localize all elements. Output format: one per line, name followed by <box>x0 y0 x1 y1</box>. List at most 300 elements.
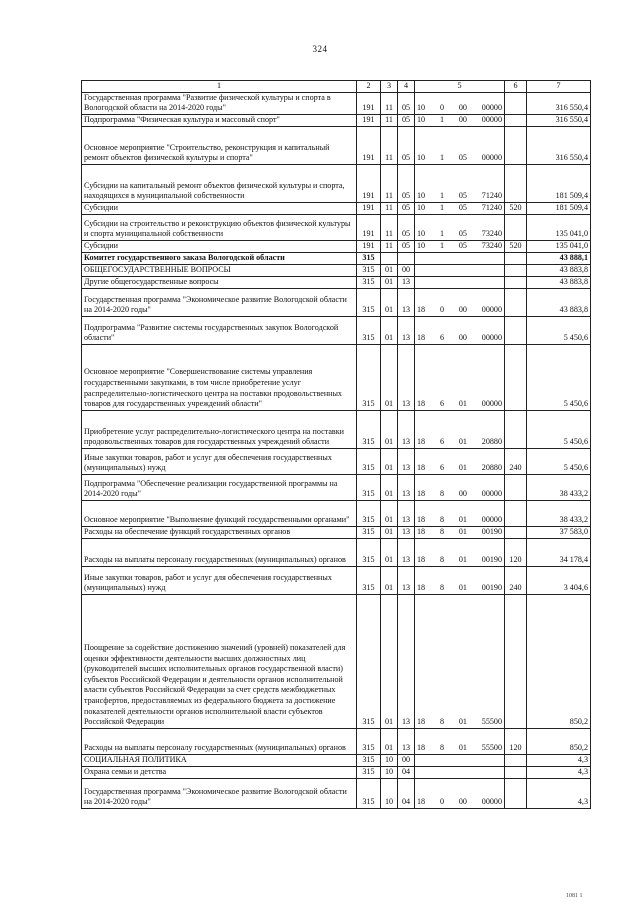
target-article-code <box>415 766 505 778</box>
subsection-code: 13 <box>398 316 415 344</box>
target-article-part: 18 <box>417 305 426 315</box>
target-article-parts <box>417 191 502 202</box>
target-article-code <box>415 594 505 728</box>
subsection-code: 13 <box>398 288 415 316</box>
target-article-parts <box>417 555 502 566</box>
target-article-part: 00000 <box>481 103 502 113</box>
target-article-part: 00000 <box>481 333 502 343</box>
expense-type-code <box>505 164 527 202</box>
target-article-part: 71240 <box>481 191 502 201</box>
table-row <box>82 410 591 448</box>
target-article-part: 00000 <box>481 399 502 409</box>
section-code: 10 <box>381 754 398 766</box>
target-article-part: 71240 <box>481 203 502 213</box>
column-header: 3 <box>381 81 398 93</box>
amount: 5 450,6 <box>527 344 591 410</box>
row-name: Подпрограмма "Обеспечение реализации государственной программы на 2014-2020 годы" <box>82 474 357 500</box>
row-name: Субсидии <box>82 240 357 252</box>
target-article-code <box>415 288 505 316</box>
expense-type-code <box>505 474 527 500</box>
subsection-code: 13 <box>398 566 415 594</box>
section-code: 11 <box>381 114 398 126</box>
row-name: Государственная программа "Экономическое развитие Вологодской области на 2014-2020 годы" <box>82 288 357 316</box>
target-article-part: 00 <box>458 797 467 807</box>
subsection-code: 13 <box>398 728 415 754</box>
expense-type-code <box>505 526 527 538</box>
ministry-code: 191 <box>357 164 381 202</box>
amount: 34 178,4 <box>527 538 591 566</box>
ministry-code: 315 <box>357 566 381 594</box>
target-article-code <box>415 448 505 474</box>
subsection-code <box>398 252 415 264</box>
target-article-part: 01 <box>458 399 467 409</box>
target-article-part: 00190 <box>481 555 502 565</box>
target-article-code <box>415 264 505 276</box>
section-code: 10 <box>381 766 398 778</box>
subsection-code: 13 <box>398 474 415 500</box>
target-article-part: 18 <box>417 489 426 499</box>
page-number: 324 <box>312 44 328 54</box>
row-name: Субсидии на капитальный ремонт объектов физической культуры и спорта, находящихся в муниципальной собственности <box>82 164 357 202</box>
expense-type-code <box>505 766 527 778</box>
expense-type-code <box>505 126 527 164</box>
target-article-code <box>415 252 505 264</box>
target-article-code <box>415 566 505 594</box>
expense-type-code <box>505 114 527 126</box>
target-article-part: 00000 <box>481 305 502 315</box>
target-article-part: 00000 <box>481 489 502 499</box>
section-code: 01 <box>381 410 398 448</box>
section-code: 11 <box>381 214 398 240</box>
table-row <box>82 538 591 566</box>
target-article-part: 01 <box>458 555 467 565</box>
row-name: Основное мероприятие "Совершенствование системы управления государственными закупками, в том числе приобретение услуг распределительно-логистического центра на поставки продовольственных товаров для государственных учреждений области" <box>82 344 357 410</box>
row-name: Государственная программа "Экономическое развитие Вологодской области на 2014-2020 годы" <box>82 778 357 808</box>
ministry-code: 315 <box>357 252 381 264</box>
target-article-code <box>415 114 505 126</box>
amount: 316 550,4 <box>527 126 591 164</box>
section-code: 01 <box>381 448 398 474</box>
ministry-code: 315 <box>357 288 381 316</box>
section-code: 01 <box>381 474 398 500</box>
table-row <box>82 252 591 264</box>
section-code: 11 <box>381 92 398 114</box>
target-article-code <box>415 214 505 240</box>
target-article-part: 00190 <box>481 527 502 537</box>
section-code <box>381 252 398 264</box>
amount: 43 888,1 <box>527 252 591 264</box>
target-article-code <box>415 92 505 114</box>
row-name: Субсидии <box>82 202 357 214</box>
section-code: 11 <box>381 240 398 252</box>
section-code: 01 <box>381 566 398 594</box>
expense-type-code: 240 <box>505 566 527 594</box>
target-article-part: 01 <box>458 583 467 593</box>
ministry-code: 191 <box>357 240 381 252</box>
target-article-part: 0 <box>439 305 444 315</box>
section-code: 11 <box>381 164 398 202</box>
target-article-parts <box>417 333 502 344</box>
target-article-part: 6 <box>439 399 444 409</box>
target-article-parts <box>417 305 502 316</box>
amount: 850,2 <box>527 728 591 754</box>
expense-type-code <box>505 264 527 276</box>
target-article-part: 0 <box>439 103 444 113</box>
target-article-code <box>415 500 505 526</box>
table-row <box>82 778 591 808</box>
target-article-part: 1 <box>439 115 444 125</box>
target-article-part: 18 <box>417 515 426 525</box>
amount: 316 550,4 <box>527 114 591 126</box>
table-row <box>82 728 591 754</box>
amount: 3 404,6 <box>527 566 591 594</box>
table-row <box>82 264 591 276</box>
target-article-code <box>415 344 505 410</box>
target-article-parts <box>417 153 502 164</box>
amount: 316 550,4 <box>527 92 591 114</box>
expense-type-code: 520 <box>505 240 527 252</box>
target-article-part: 05 <box>458 153 467 163</box>
target-article-part: 00 <box>458 103 467 113</box>
section-code: 10 <box>381 778 398 808</box>
table-header-row <box>82 81 591 93</box>
column-header: 4 <box>398 81 415 93</box>
table-row <box>82 526 591 538</box>
subsection-code: 13 <box>398 500 415 526</box>
column-header: 7 <box>527 81 591 93</box>
target-article-part: 10 <box>417 241 426 251</box>
ministry-code: 315 <box>357 316 381 344</box>
ministry-code: 315 <box>357 474 381 500</box>
subsection-code: 05 <box>398 164 415 202</box>
target-article-part: 1 <box>439 241 444 251</box>
table-row <box>82 316 591 344</box>
target-article-part: 01 <box>458 463 467 473</box>
table-row <box>82 214 591 240</box>
column-header: 5 <box>415 81 505 93</box>
target-article-part: 10 <box>417 115 426 125</box>
amount: 135 041,0 <box>527 240 591 252</box>
table-row <box>82 754 591 766</box>
target-article-code <box>415 410 505 448</box>
target-article-code <box>415 778 505 808</box>
row-name: ОБЩЕГОСУДАРСТВЕННЫЕ ВОПРОСЫ <box>82 264 357 276</box>
table-row <box>82 766 591 778</box>
subsection-code: 05 <box>398 92 415 114</box>
target-article-part: 18 <box>417 555 426 565</box>
target-article-part: 01 <box>458 717 467 727</box>
row-name: Охрана семьи и детства <box>82 766 357 778</box>
row-name: Расходы на выплаты персоналу государственных (муниципальных) органов <box>82 538 357 566</box>
target-article-part: 10 <box>417 153 426 163</box>
amount: 4,3 <box>527 754 591 766</box>
target-article-part: 18 <box>417 743 426 753</box>
row-name: СОЦИАЛЬНАЯ ПОЛИТИКА <box>82 754 357 766</box>
amount: 4,3 <box>527 778 591 808</box>
expense-type-code: 240 <box>505 448 527 474</box>
table-row <box>82 114 591 126</box>
subsection-code: 13 <box>398 538 415 566</box>
amount: 181 509,4 <box>527 202 591 214</box>
row-name: Субсидии на строительство и реконструкцию объектов физической культуры и спорта муниципальной собственности <box>82 214 357 240</box>
section-code: 11 <box>381 202 398 214</box>
target-article-code <box>415 240 505 252</box>
target-article-code <box>415 276 505 288</box>
subsection-code: 13 <box>398 344 415 410</box>
section-code: 01 <box>381 594 398 728</box>
target-article-part: 10 <box>417 103 426 113</box>
target-article-parts <box>417 463 502 474</box>
target-article-code <box>415 526 505 538</box>
section-code: 01 <box>381 728 398 754</box>
expense-type-code: 520 <box>505 202 527 214</box>
table-row <box>82 164 591 202</box>
target-article-parts <box>417 115 502 126</box>
target-article-part: 00 <box>458 489 467 499</box>
target-article-parts <box>417 241 502 252</box>
target-article-parts <box>417 489 502 500</box>
ministry-code: 315 <box>357 778 381 808</box>
amount: 5 450,6 <box>527 316 591 344</box>
target-article-part: 8 <box>439 527 444 537</box>
target-article-part: 6 <box>439 463 444 473</box>
table-row <box>82 500 591 526</box>
section-code: 01 <box>381 500 398 526</box>
row-name: Расходы на обеспечение функций государственных органов <box>82 526 357 538</box>
target-article-part: 20880 <box>481 437 502 447</box>
target-article-parts <box>417 583 502 594</box>
target-article-parts <box>417 717 502 728</box>
subsection-code: 04 <box>398 766 415 778</box>
ministry-code: 315 <box>357 500 381 526</box>
column-header: 2 <box>357 81 381 93</box>
target-article-parts <box>417 797 502 808</box>
amount: 38 433,2 <box>527 500 591 526</box>
table-row <box>82 474 591 500</box>
expense-type-code <box>505 252 527 264</box>
target-article-part: 05 <box>458 229 467 239</box>
amount: 135 041,0 <box>527 214 591 240</box>
table-row <box>82 92 591 114</box>
target-article-parts <box>417 527 502 538</box>
expense-type-code <box>505 754 527 766</box>
row-name: Иные закупки товаров, работ и услуг для обеспечения государственных (муниципальных) нужд <box>82 566 357 594</box>
section-code: 01 <box>381 264 398 276</box>
target-article-part: 18 <box>417 527 426 537</box>
subsection-code: 13 <box>398 526 415 538</box>
target-article-part: 10 <box>417 191 426 201</box>
table-row <box>82 566 591 594</box>
target-article-part: 01 <box>458 515 467 525</box>
amount: 5 450,6 <box>527 410 591 448</box>
ministry-code: 315 <box>357 594 381 728</box>
row-name: Иные закупки товаров, работ и услуг для обеспечения государственных (муниципальных) нужд <box>82 448 357 474</box>
amount: 5 450,6 <box>527 448 591 474</box>
target-article-part: 01 <box>458 437 467 447</box>
target-article-part: 10 <box>417 203 426 213</box>
expense-type-code <box>505 214 527 240</box>
subsection-code: 00 <box>398 264 415 276</box>
target-article-parts <box>417 103 502 114</box>
ministry-code: 191 <box>357 202 381 214</box>
table-row <box>82 288 591 316</box>
target-article-code <box>415 316 505 344</box>
target-article-parts <box>417 229 502 240</box>
section-code: 01 <box>381 538 398 566</box>
row-name: Другие общегосударственные вопросы <box>82 276 357 288</box>
subsection-code: 05 <box>398 202 415 214</box>
target-article-part: 00000 <box>481 115 502 125</box>
expense-type-code <box>505 288 527 316</box>
target-article-part: 01 <box>458 743 467 753</box>
target-article-part: 8 <box>439 743 444 753</box>
table-row <box>82 594 591 728</box>
expense-type-code <box>505 410 527 448</box>
target-article-part: 8 <box>439 489 444 499</box>
target-article-part: 00000 <box>481 153 502 163</box>
section-code: 11 <box>381 126 398 164</box>
target-article-code <box>415 126 505 164</box>
ministry-code: 315 <box>357 344 381 410</box>
target-article-part: 55500 <box>481 717 502 727</box>
subsection-code: 05 <box>398 240 415 252</box>
section-code: 01 <box>381 316 398 344</box>
row-name: Расходы на выплаты персоналу государственных (муниципальных) органов <box>82 728 357 754</box>
subsection-code: 13 <box>398 276 415 288</box>
target-article-part: 1 <box>439 153 444 163</box>
subsection-code: 13 <box>398 410 415 448</box>
expense-type-code <box>505 92 527 114</box>
amount: 4,3 <box>527 766 591 778</box>
target-article-part: 10 <box>417 229 426 239</box>
target-article-part: 18 <box>417 463 426 473</box>
target-article-part: 00 <box>458 305 467 315</box>
ministry-code: 315 <box>357 276 381 288</box>
target-article-part: 18 <box>417 333 426 343</box>
subsection-code: 05 <box>398 214 415 240</box>
target-article-code <box>415 164 505 202</box>
ministry-code: 315 <box>357 538 381 566</box>
target-article-part: 01 <box>458 527 467 537</box>
target-article-code <box>415 538 505 566</box>
target-article-part: 1 <box>439 191 444 201</box>
subsection-code: 04 <box>398 778 415 808</box>
row-name: Подпрограмма "Развитие системы государственных закупок Вологодской области" <box>82 316 357 344</box>
target-article-parts <box>417 203 502 214</box>
subsection-code: 13 <box>398 448 415 474</box>
expense-type-code <box>505 500 527 526</box>
budget-table <box>81 80 591 809</box>
ministry-code: 315 <box>357 754 381 766</box>
table-row <box>82 126 591 164</box>
subsection-code: 05 <box>398 126 415 164</box>
target-article-part: 18 <box>417 437 426 447</box>
target-article-part: 00 <box>458 333 467 343</box>
amount: 37 583,0 <box>527 526 591 538</box>
amount: 850,2 <box>527 594 591 728</box>
ministry-code: 315 <box>357 728 381 754</box>
row-name: Поощрение за содействие достижению значений (уровней) показателей для оценки эффективности деятельности высших должностных лиц (руководителей высших исполнительных органов государственной власти) субъектов Российской Федерации и деятельности органов исполнительной власти субъектов Российской Федерации за счет средств межбюджетных трансфертов, предоставляемых из федерального бюджета за достижение показателей деятельности органов исполнительной власти субъектов Российской Федерации <box>82 594 357 728</box>
target-article-code <box>415 728 505 754</box>
amount: 43 883,8 <box>527 288 591 316</box>
target-article-part: 00190 <box>481 583 502 593</box>
ministry-code: 191 <box>357 114 381 126</box>
column-header: 1 <box>82 81 357 93</box>
ministry-code: 315 <box>357 766 381 778</box>
expense-type-code <box>505 594 527 728</box>
target-article-parts <box>417 437 502 448</box>
target-article-part: 00000 <box>481 797 502 807</box>
table-row <box>82 276 591 288</box>
ministry-code: 191 <box>357 92 381 114</box>
target-article-part: 8 <box>439 515 444 525</box>
section-code: 01 <box>381 526 398 538</box>
amount: 181 509,4 <box>527 164 591 202</box>
target-article-code <box>415 754 505 766</box>
section-code: 01 <box>381 288 398 316</box>
target-article-part: 73240 <box>481 241 502 251</box>
expense-type-code: 120 <box>505 728 527 754</box>
target-article-part: 1 <box>439 203 444 213</box>
subsection-code: 13 <box>398 594 415 728</box>
table-row <box>82 344 591 410</box>
target-article-part: 0 <box>439 797 444 807</box>
expense-type-code <box>505 778 527 808</box>
table-row <box>82 448 591 474</box>
target-article-parts <box>417 399 502 410</box>
row-name: Государственная программа "Развитие физической культуры и спорта в Вологодской области на 2014-2020 годы" <box>82 92 357 114</box>
target-article-part: 05 <box>458 203 467 213</box>
target-article-part: 8 <box>439 717 444 727</box>
ministry-code: 315 <box>357 448 381 474</box>
column-header: 6 <box>505 81 527 93</box>
row-name: Комитет государственного заказа Вологодской области <box>82 252 357 264</box>
target-article-part: 18 <box>417 717 426 727</box>
target-article-part: 20880 <box>481 463 502 473</box>
ministry-code: 191 <box>357 126 381 164</box>
ministry-code: 315 <box>357 410 381 448</box>
target-article-part: 18 <box>417 797 426 807</box>
target-article-part: 00 <box>458 115 467 125</box>
amount: 43 883,8 <box>527 264 591 276</box>
target-article-part: 05 <box>458 241 467 251</box>
target-article-part: 18 <box>417 583 426 593</box>
subsection-code: 00 <box>398 754 415 766</box>
ministry-code: 315 <box>357 526 381 538</box>
target-article-part: 6 <box>439 333 444 343</box>
section-code: 01 <box>381 344 398 410</box>
target-article-part: 55500 <box>481 743 502 753</box>
target-article-part: 18 <box>417 399 426 409</box>
target-article-part: 00000 <box>481 515 502 525</box>
target-article-parts <box>417 743 502 754</box>
amount: 43 883,8 <box>527 276 591 288</box>
target-article-part: 05 <box>458 191 467 201</box>
ministry-code: 315 <box>357 264 381 276</box>
ministry-code: 191 <box>357 214 381 240</box>
row-name: Основное мероприятие "Строительство, реконструкция и капитальный ремонт объектов физической культуры и спорта" <box>82 126 357 164</box>
subsection-code: 05 <box>398 114 415 126</box>
expense-type-code <box>505 316 527 344</box>
row-name: Основное мероприятие "Выполнение функций государственными органами" <box>82 500 357 526</box>
target-article-part: 6 <box>439 437 444 447</box>
table-row <box>82 240 591 252</box>
target-article-part: 1 <box>439 229 444 239</box>
target-article-code <box>415 474 505 500</box>
row-name: Подпрограмма "Физическая культура и массовый спорт" <box>82 114 357 126</box>
row-name: Приобретение услуг распределительно-логистического центра на поставки продовольственных товаров для государственных учреждений области <box>82 410 357 448</box>
expense-type-code <box>505 276 527 288</box>
